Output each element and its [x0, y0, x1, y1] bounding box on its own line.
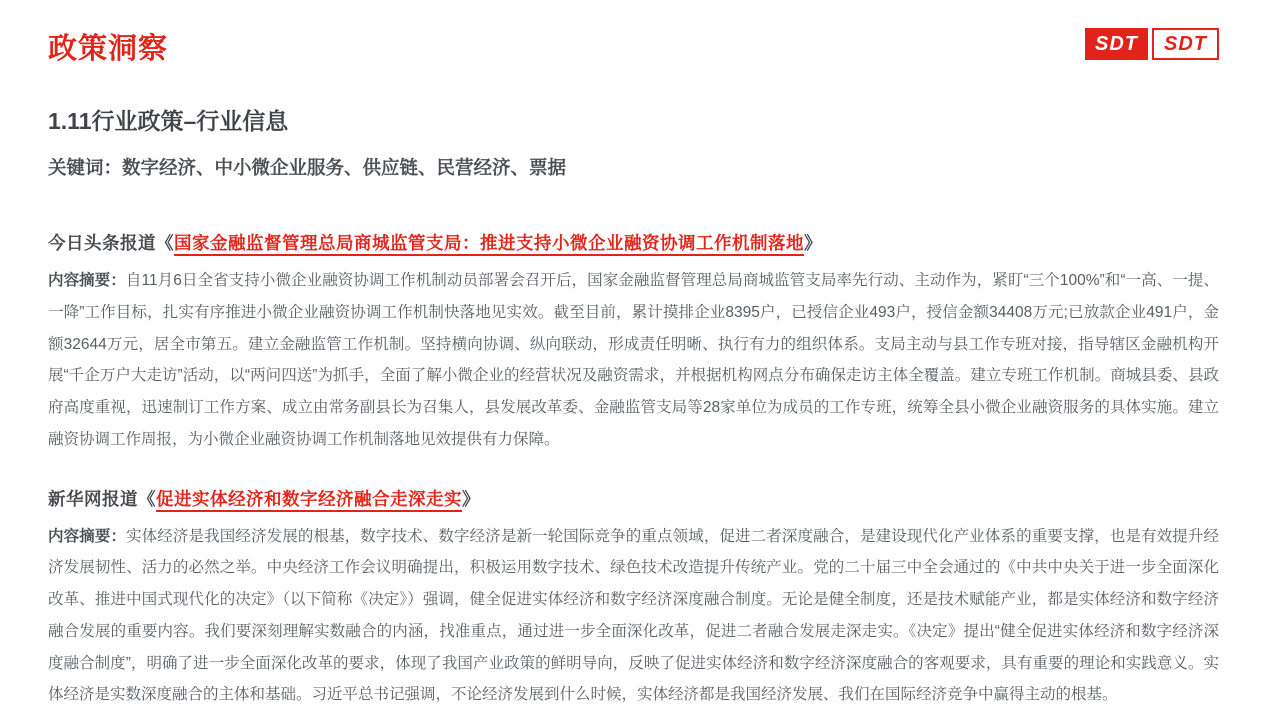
sdt-logo	[1085, 28, 1219, 60]
article-summary	[48, 521, 1219, 712]
article-summary	[48, 265, 1219, 456]
article-link[interactable]: 国家金融监督管理总局商城监管支局：推进支持小微企业融资协调工作机制落地	[174, 233, 804, 253]
article-source: 今日头条报道	[48, 233, 156, 253]
article-source: 新华网报道	[48, 488, 138, 509]
top-bar	[48, 26, 1219, 67]
article-toutiao	[48, 230, 1219, 456]
sdt-logo-left-badge: SDT	[1085, 28, 1148, 60]
section-title: 1.11行业政策–行业信息	[48, 108, 289, 134]
article-xinhua	[48, 486, 1219, 712]
summary-label: 内容摘要：	[48, 272, 126, 289]
bracket-open: 《	[138, 488, 156, 509]
summary-label: 内容摘要：	[48, 527, 127, 545]
article-link[interactable]: 促进实体经济和数字经济融合走深走实	[156, 488, 462, 509]
summary-text: 实体经济是我国经济发展的根基，数字技术、数字经济是新一轮国际竞争的重点领域，促进二者深度融合，是建设现代化产业体系的重要支撑，也是有效提升经济发展韧性、活力的必然之举。中央经济工作会议明确提出，积极运用数字技术、绿色技术改造提升传统产业。党的二十届三中全会通过的《中共中央关于进一步全面深化改革、推进中国式现代化的决定》（以下简称《决定》）强调，健全促进实体经济和数字经济深度融合制度。无论是健全制度，还是技术赋能产业，都是实体经济和数字经济融合发展的重要内容。我们要深刻理解实数融合的内涵，找准重点，通过进一步全面深化改革，促进二者融合发展走深走实。《决定》提出“健全促进实体经济和数字经济深度融合制度”，明确了进一步全面深化改革的要求，体现了我国产业政策的鲜明导向，反映了促进实体经济和数字经济深度融合的客观要求，具有重要的理论和实践意义。实体经济是实数深度融合的主体和基础。习近平总书记强调，不论经济发展到什么时候，实体经济都是我国经济发展、我们在国际经济竞争中赢得主动的根基。	[48, 527, 1219, 704]
summary-text: 自11月6日全省支持小微企业融资协调工作机制动员部署会召开后，国家金融监督管理总局商城监管支局率先行动、主动作为，紧盯“三个100%”和“一高、一提、一降”工作目标，扎实有序推进小微企业融资协调工作机制快落地见实效。截至目前，累计摸排企业8395户，已授信企业493户，授信金额34408万元;已放款企业491户，金额32644万元，居全市第五。建立金融监管工作机制。坚持横向协调、纵向联动，形成责任明晰、执行有力的组织体系。支局主动与县工作专班对接，指导辖区金融机构开展“千企万户大走访”活动，以“两问四送”为抓手，全面了解小微企业的经营状况及融资需求，并根据机构网点分布确保走访主体全覆盖。建立专班工作机制。商城县委、县政府高度重视，迅速制订工作方案、成立由常务副县长为召集人，县发展改革委、金融监管支局等28家单位为成员的工作专班，统筹全县小微企业融资服务的具体实施。建立融资协调工作周报，为小微企业融资协调工作机制落地见效提供有力保障。	[48, 272, 1219, 448]
keywords-label: 关键词：	[48, 157, 123, 178]
article-heading	[48, 230, 1219, 255]
bracket-close: 》	[462, 488, 480, 509]
bracket-close: 》	[804, 233, 822, 253]
page-title: 政策洞察	[48, 33, 169, 65]
keywords-line	[48, 154, 1219, 180]
keywords-value: 数字经济、中小微企业服务、供应链、民营经济、票据	[122, 157, 567, 178]
article-heading	[48, 486, 1219, 511]
bracket-open: 《	[156, 233, 174, 253]
sdt-logo-right-badge: SDT	[1152, 28, 1219, 60]
